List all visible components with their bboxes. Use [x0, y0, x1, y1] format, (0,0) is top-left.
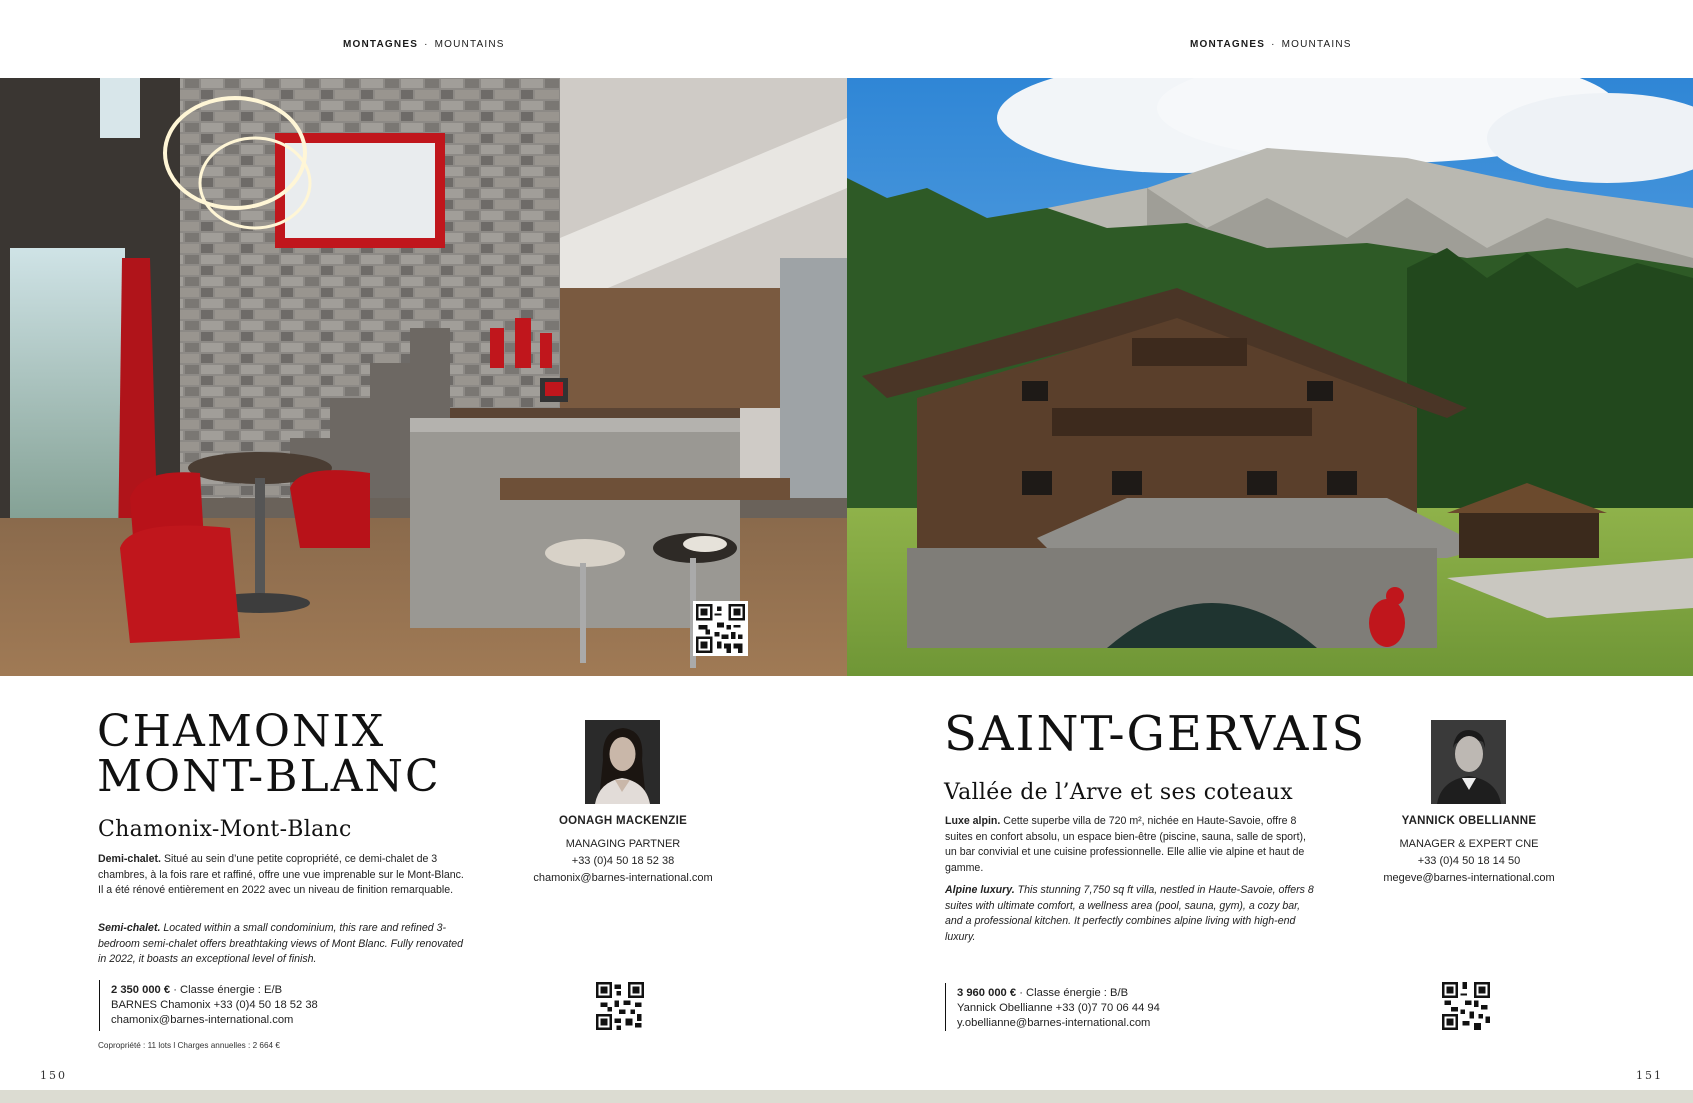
description-body: Located within a small condominium, this rare and refined 3-bedroom semi-chalet offers breathtaking views of Mont Blanc. Fully renovated in 2022, it boasts an exceptional level of finish.: [98, 922, 464, 965]
description-lead: Demi-chalet.: [98, 853, 161, 865]
description-en: [98, 921, 468, 968]
copropriete-footnote: Copropriété : 11 lots l Charges annuelles : 2 664 €: [98, 1041, 280, 1050]
agent-email[interactable]: megeve@barnes-international.com: [1383, 872, 1555, 884]
price-block-saint-gervais: [945, 983, 1245, 1031]
agent-role: MANAGING PARTNER: [565, 838, 681, 850]
description-body: Situé au sein d’une petite copropriété, ce demi-chalet de 3 chambres, à la fois rare et raffiné, offre une vue imprenable sur le Mont-Blanc. Il a été rénové entièrement en 2022 avec un niveau de finition remarquable.: [98, 853, 464, 896]
section-label-en: MOUNTAINS: [434, 39, 505, 50]
running-head-right: [1190, 39, 1352, 50]
agent-card-oonagh: [503, 813, 743, 887]
agent-portrait-yannick: [1431, 720, 1506, 804]
title-line: CHAMONIX: [97, 706, 386, 757]
description-lead: Semi-chalet.: [98, 922, 161, 934]
section-label: MONTAGNES: [1190, 39, 1266, 50]
qr-code-left-listing[interactable]: [593, 979, 647, 1033]
section-label: MONTAGNES: [343, 39, 419, 50]
page-number-left: 150: [40, 1069, 67, 1082]
section-label-en: MOUNTAINS: [1281, 39, 1352, 50]
bottom-band: [0, 1090, 1693, 1103]
agency-contact: BARNES Chamonix +33 (0)4 50 18 52 38: [111, 999, 318, 1011]
description-body: Cette superbe villa de 720 m², nichée en Haute-Savoie, offre 8 suites en confort absolu, un espace bien-être (piscine, sauna, salle de sport), un bar convivial et une cuisine professionnelle. Elle allie vie alpine et haut de gamme.: [945, 815, 1306, 874]
agent-phone[interactable]: +33 (0)4 50 18 14 50: [1417, 855, 1521, 867]
price-block-chamonix: [99, 980, 399, 1031]
description-lead: Alpine luxury.: [945, 884, 1015, 896]
chamonix-interior-photo: [0, 78, 847, 676]
listing-title-chamonix: [97, 706, 497, 802]
energy-class: · Classe énergie : B/B: [1016, 987, 1129, 999]
description-en: [945, 883, 1315, 945]
listing-subtitle-chamonix: Chamonix-Mont-Blanc: [98, 817, 352, 842]
price: 3 960 000 €: [957, 987, 1017, 999]
listing-title-saint-gervais: SAINT-GERVAIS: [944, 706, 1367, 762]
description-fr: [945, 814, 1315, 876]
listing-subtitle-saint-gervais: Vallée de l’Arve et ses coteaux: [944, 780, 1293, 805]
agency-email[interactable]: y.obellianne@barnes-international.com: [957, 1017, 1151, 1029]
agent-name: YANNICK OBELLIANNE: [1401, 815, 1537, 827]
qr-code-right-listing[interactable]: [1439, 979, 1493, 1033]
agent-portrait-oonagh: [585, 720, 660, 804]
agent-email[interactable]: chamonix@barnes-international.com: [533, 872, 713, 884]
qr-code-left-photo[interactable]: [693, 601, 748, 656]
agent-name: OONAGH MACKENZIE: [558, 815, 688, 827]
description-lead: Luxe alpin.: [945, 815, 1001, 827]
energy-class: · Classe énergie : E/B: [170, 984, 283, 996]
agent-card-yannick: [1349, 813, 1589, 887]
price: 2 350 000 €: [111, 984, 171, 996]
agent-role: MANAGER & EXPERT CNE: [1399, 838, 1539, 850]
description-body: This stunning 7,750 sq ft villa, nestled in Haute-Savoie, offers 8 suites with ultimate comfort, a wellness area (pool, sauna, gym), a cozy bar, and a professional kitchen. It perfectly combines alpine living with high-end luxury.: [945, 884, 1314, 943]
separator: ·: [1271, 39, 1276, 50]
agency-email[interactable]: chamonix@barnes-international.com: [111, 1014, 294, 1026]
agency-contact: Yannick Obellianne +33 (0)7 70 06 44 94: [957, 1002, 1160, 1014]
agent-phone[interactable]: +33 (0)4 50 18 52 38: [571, 855, 675, 867]
description-fr: [98, 852, 468, 899]
separator: ·: [424, 39, 429, 50]
running-head-left: [343, 39, 505, 50]
page-number-right: 151: [1636, 1069, 1663, 1082]
title-line: MONT-BLANC: [97, 750, 441, 802]
saint-gervais-chalet-photo: [847, 78, 1693, 676]
